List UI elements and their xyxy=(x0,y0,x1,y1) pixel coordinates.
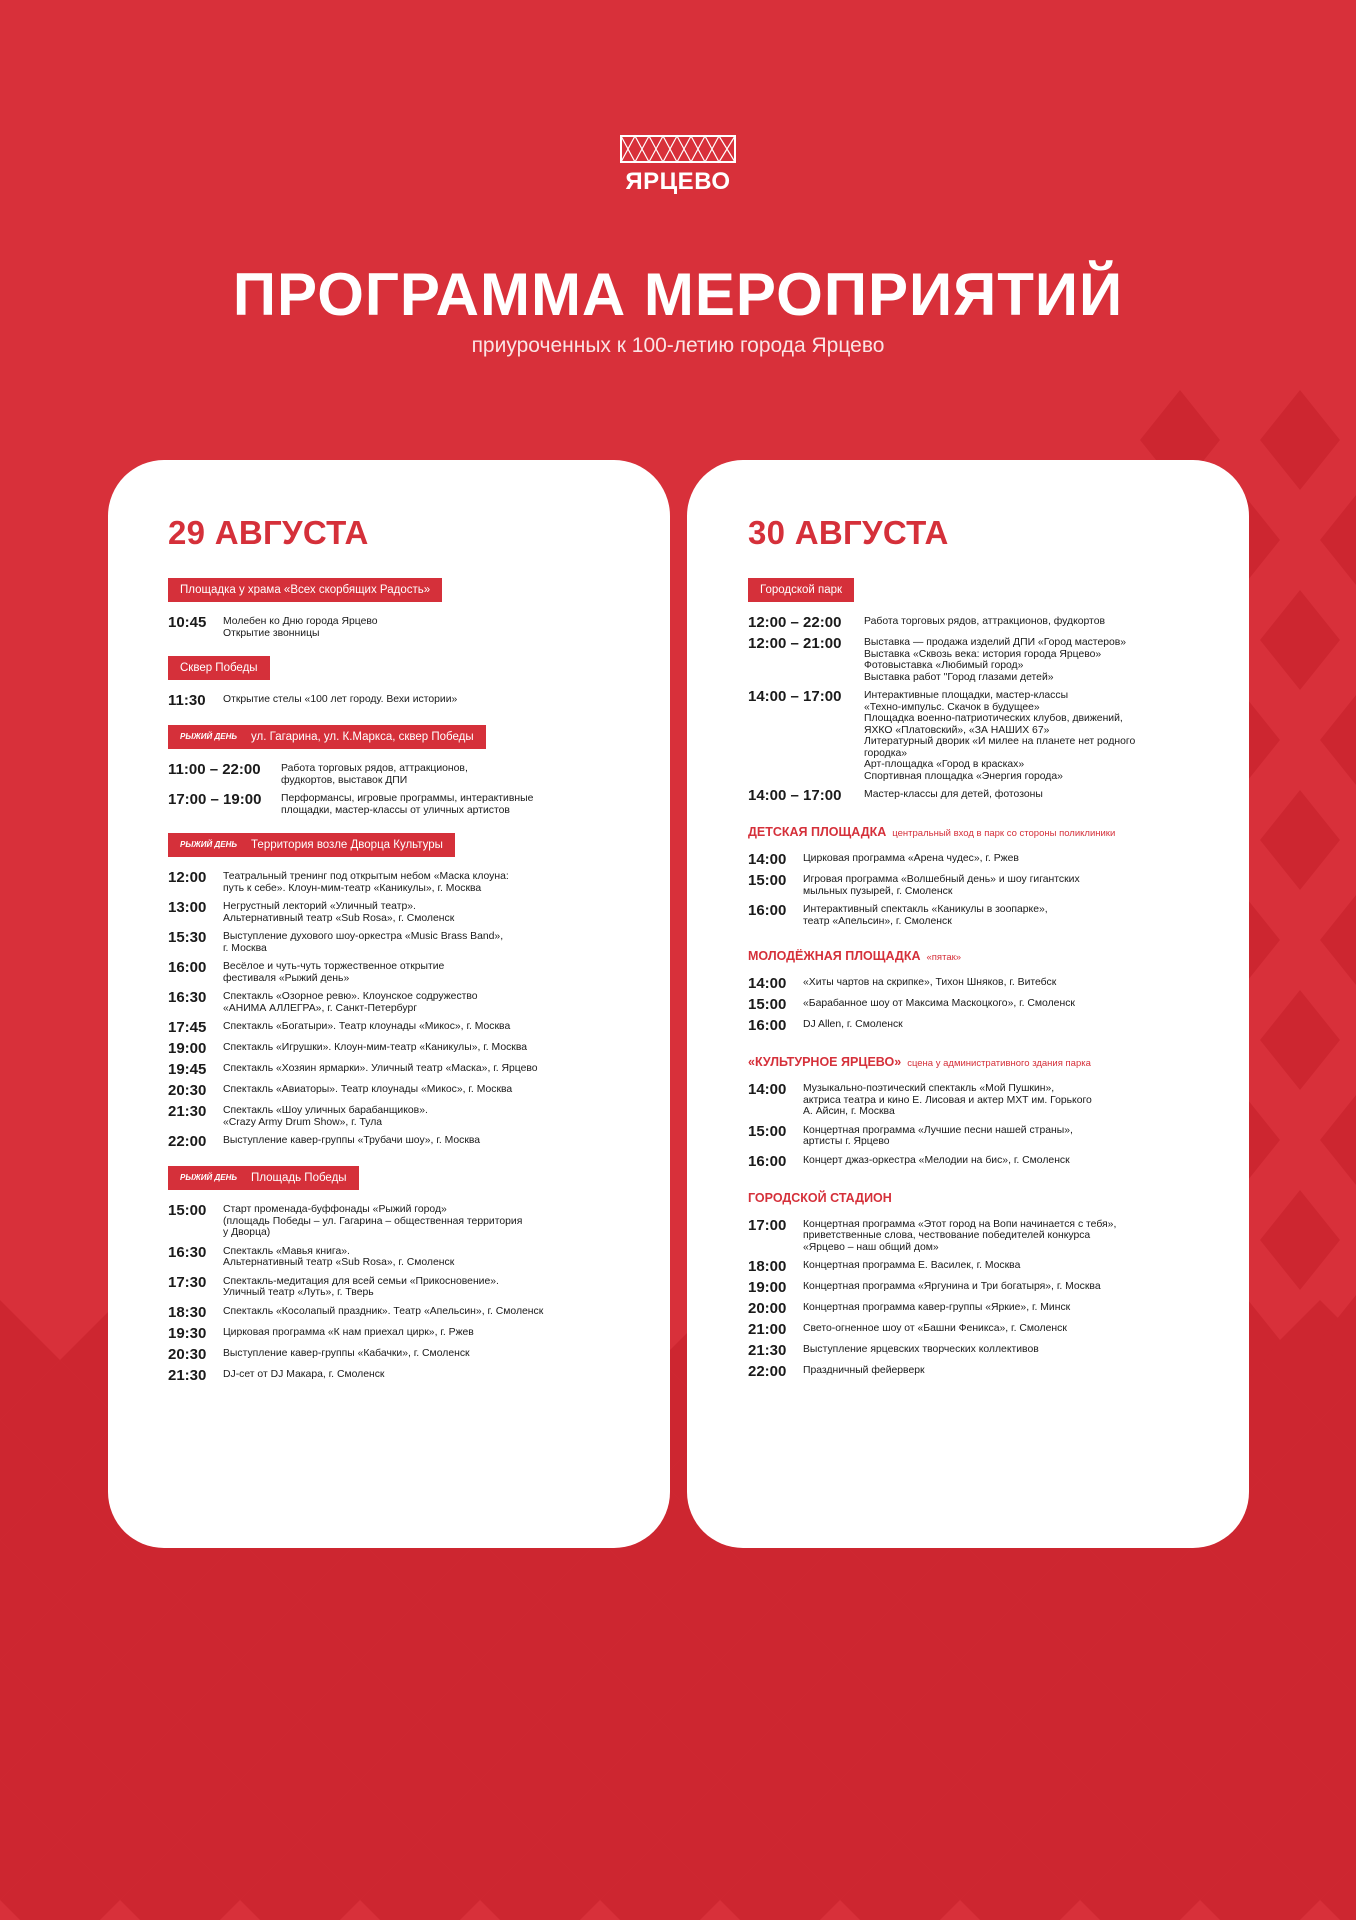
event-time: 17:30 xyxy=(168,1273,207,1291)
event-row xyxy=(748,1122,1249,1148)
section-heading-note: сцена у административного здания парка xyxy=(907,1058,1091,1069)
event-time: 22:00 xyxy=(748,1363,787,1380)
pattern-diamond xyxy=(1260,590,1340,690)
event-description: Спектакль «Шоу уличных барабанщиков». «Crazy Army Drum Show», г. Тула xyxy=(223,1105,428,1128)
section-heading xyxy=(748,1191,1249,1205)
venue-tag-label: Городской парк xyxy=(760,584,843,596)
event-time: 20:30 xyxy=(168,1345,207,1363)
event-description: Спектакль «Игрушки». Клоун-мим-театр «Каникулы», г. Москва xyxy=(223,1042,528,1053)
event-row xyxy=(168,931,670,954)
event-row xyxy=(168,1204,670,1239)
event-time: 13:00 xyxy=(168,899,207,916)
event-time: 19:00 xyxy=(748,1279,787,1296)
event-description: Негрустный лекторий «Уличный театр». Альтернативный театр «Sub Rosa», г. Смоленск xyxy=(223,901,455,924)
event-time: 16:30 xyxy=(168,989,207,1006)
event-description: DJ-сет от DJ Макара, г. Смоленск xyxy=(223,1368,385,1380)
event-time: 22:00 xyxy=(168,1133,207,1150)
event-time: 12:00 xyxy=(168,869,207,886)
event-time: 16:00 xyxy=(748,1152,787,1170)
event-description: DJ Allen, г. Смоленск xyxy=(803,1019,903,1030)
venue-tag xyxy=(168,578,442,602)
pattern-diamond xyxy=(1260,1190,1340,1290)
event-time: 14:00 xyxy=(748,1081,787,1098)
venue-tag-label: Площадка у храма «Всех скорбящих Радость» xyxy=(180,584,431,596)
event-row xyxy=(748,1344,1249,1358)
event-description: «Барабанное шоу от Максима Маскоцкого», г. Смоленск xyxy=(803,998,1075,1009)
event-row xyxy=(748,904,1249,927)
event-row xyxy=(168,694,670,708)
event-description: Свето-огненное шоу от «Башни Феникса», г. Смоленск xyxy=(803,1323,1067,1334)
event-time: 10:45 xyxy=(168,614,207,631)
event-time: 15:00 xyxy=(748,996,787,1013)
event-row xyxy=(748,853,1249,867)
event-time: 16:30 xyxy=(168,1243,207,1261)
event-description: Интерактивные площадки, мастер-классы «Техно-импульс. Скачок в будущее» Площадка военно-патриотических клубов, движений, ЯХКО «Платовский», «ЗА НАШИХ 67» Литературный дворик «И милее на планете нет родного городка» Арт-площадка «Город в красках» Спортивная площадка «Энергия города» xyxy=(864,690,1136,782)
event-row xyxy=(748,998,1249,1012)
venue-tag xyxy=(168,1166,359,1190)
event-description: Перформансы, игровые программы, интерактивные площадки, мастер-классы от уличных артистов xyxy=(281,793,534,816)
event-description: Спектакль «Хозяин ярмарки». Уличный театр «Маска», г. Ярцево xyxy=(223,1063,538,1074)
event-time: 12:00 – 22:00 xyxy=(748,614,842,631)
pattern-diamond xyxy=(1320,490,1356,590)
event-time: 11:30 xyxy=(168,692,206,709)
event-description: Старт променада-буффонады «Рыжий город» (площадь Победы – ул. Гагарина – общественная территория у Дворца) xyxy=(223,1204,523,1238)
event-description: Концертная программа кавер-группы «Яркие», г. Минск xyxy=(803,1302,1071,1313)
section-heading-label: ДЕТСКАЯ ПЛОЩАДКА xyxy=(748,825,887,839)
event-row xyxy=(748,1083,1249,1118)
event-row xyxy=(168,991,670,1014)
page-subtitle: приуроченных к 100-летию города Ярцево xyxy=(471,334,885,357)
event-row xyxy=(748,1152,1249,1170)
day-heading: 29 АВГУСТА xyxy=(168,514,369,551)
event-time: 17:00 xyxy=(748,1216,787,1234)
section-heading-label: МОЛОДЁЖНАЯ ПЛОЩАДКА xyxy=(748,949,921,963)
event-description: Выступление духового шоу-оркестра «Music Brass Band», г. Москва xyxy=(223,931,504,954)
event-row xyxy=(748,637,1249,683)
event-time: 17:00 – 19:00 xyxy=(168,791,262,808)
event-row xyxy=(168,1135,670,1149)
event-description: Цирковая программа «К нам приехал цирк», г. Ржев xyxy=(223,1326,474,1338)
event-time: 12:00 – 21:00 xyxy=(748,635,842,652)
section-heading xyxy=(748,825,1249,839)
section-heading-label: «КУЛЬТУРНОЕ ЯРЦЕВО» xyxy=(748,1055,902,1069)
event-time: 18:00 xyxy=(748,1258,787,1275)
day1-sections xyxy=(168,568,670,1383)
event-description: Спектакль «Богатыри». Театр клоунады «Микос», г. Москва xyxy=(223,1021,511,1032)
event-description: Спектакль-медитация для всей семьи «Прикосновение». Уличный театр «Луть», г. Тверь xyxy=(223,1275,499,1298)
event-time: 11:00 – 22:00 xyxy=(168,761,261,778)
event-time: 19:30 xyxy=(168,1324,207,1342)
event-description: «Хиты чартов на скрипке», Тихон Шняков, г. Витебск xyxy=(803,977,1057,988)
pattern-diamond xyxy=(1320,690,1356,790)
event-row xyxy=(168,1273,670,1299)
section-heading xyxy=(748,1055,1249,1069)
event-description: Открытие стелы «100 лет городу. Вехи истории» xyxy=(223,694,458,705)
event-time: 15:30 xyxy=(168,929,207,946)
event-description: Спектакль «Озорное ревю». Клоунское содружество «АНИМА АЛЛЕГРА», г. Санкт-Петербург xyxy=(223,991,478,1014)
event-row xyxy=(168,1084,670,1098)
ryzhiy-den-icon: РЫЖИЙ ДЕНЬ xyxy=(180,1173,238,1182)
event-time: 18:30 xyxy=(168,1303,207,1321)
event-row xyxy=(748,1019,1249,1033)
event-time: 15:00 xyxy=(168,1202,207,1219)
event-row xyxy=(168,1243,670,1269)
event-time: 21:30 xyxy=(168,1103,207,1120)
event-description: Концертная программа Е. Василек, г. Москва xyxy=(803,1260,1021,1271)
event-time: 14:00 xyxy=(748,851,787,868)
event-description: Концертная программа «Этот город на Вопи начинается с тебя», приветственные слова, чествование победителей конкурса «Ярцево – наш общий дом» xyxy=(803,1218,1117,1253)
event-row xyxy=(748,1365,1249,1379)
venue-tag xyxy=(748,578,854,602)
event-description: Выступление ярцевских творческих коллективов xyxy=(803,1344,1039,1355)
event-time: 17:45 xyxy=(168,1019,207,1036)
event-description: Выступление кавер-группы «Кабачки», г. Смоленск xyxy=(223,1347,470,1359)
event-row xyxy=(748,616,1249,630)
event-row xyxy=(168,1042,670,1056)
pattern-diamond xyxy=(1260,790,1340,890)
logo xyxy=(616,134,740,196)
event-description: Выставка — продажа изделий ДПИ «Город мастеров» Выставка «Сквозь века: история города Ярцево» Фотовыставка «Любимый город» Выставка работ "Город глазами детей» xyxy=(864,637,1127,683)
park-events xyxy=(748,616,1249,803)
event-row xyxy=(168,1303,670,1321)
event-time: 19:45 xyxy=(168,1061,207,1078)
event-row xyxy=(168,1021,670,1035)
event-row xyxy=(168,616,670,639)
event-description: Концертная программа «Лучшие песни нашей страны», артисты г. Ярцево xyxy=(803,1124,1073,1147)
ryzhiy-den-icon: РЫЖИЙ ДЕНЬ xyxy=(180,840,238,849)
event-description: Работа торговых рядов, аттракционов, фудкортов xyxy=(864,616,1106,627)
ryzhiy-den-icon: РЫЖИЙ ДЕНЬ xyxy=(180,732,238,741)
event-time: 19:00 xyxy=(168,1040,207,1057)
event-row xyxy=(168,1105,670,1128)
event-time: 14:00 – 17:00 xyxy=(748,688,842,705)
event-description: Весёлое и чуть-чуть торжественное открытие фестиваля «Рыжий день» xyxy=(223,961,445,984)
pattern-diamond xyxy=(1260,990,1340,1090)
event-row xyxy=(748,874,1249,897)
pattern-diamond xyxy=(1260,390,1340,490)
event-time: 14:00 – 17:00 xyxy=(748,787,842,804)
event-time: 16:00 xyxy=(168,959,207,976)
event-time: 16:00 xyxy=(748,1017,787,1034)
event-time: 20:30 xyxy=(168,1082,207,1099)
section-heading-note: центральный вход в парк со стороны поликлиники xyxy=(892,828,1116,839)
event-description: Музыкально-поэтический спектакль «Мой Пушкин», актриса театра и кино Е. Лисовая и актер МХТ им. Горького А. Айсин, г. Москва xyxy=(803,1083,1092,1117)
event-row xyxy=(168,1366,670,1384)
event-description: Игровая программа «Волшебный день» и шоу гигантских мыльных пузырей, г. Смоленск xyxy=(803,874,1080,897)
event-time: 14:00 xyxy=(748,975,787,992)
event-row xyxy=(168,1324,670,1342)
event-description: Театральный тренинг под открытым небом «Маска клоуна: путь к себе». Клоун-мим-театр «Каникулы», г. Москва xyxy=(223,871,509,894)
event-description: Концертная программа «Яргунина и Три богатыря», г. Москва xyxy=(803,1281,1101,1292)
event-row xyxy=(748,690,1249,782)
event-description: Мастер-классы для детей, фотозоны xyxy=(864,789,1043,800)
event-row xyxy=(168,901,670,924)
event-description: Работа торговых рядов, аттракционов, фудкортов, выставок ДПИ xyxy=(281,763,468,786)
venue-tag xyxy=(168,833,455,857)
event-row xyxy=(748,977,1249,991)
event-time: 20:00 xyxy=(748,1300,787,1317)
event-description: Интерактивный спектакль «Каникулы в зоопарке», театр «Апельсин», г. Смоленск xyxy=(803,904,1048,927)
pattern-diamond xyxy=(1320,1090,1356,1190)
event-row xyxy=(168,1063,670,1077)
event-description: Праздничный фейерверк xyxy=(803,1365,925,1376)
day-heading: 30 АВГУСТА xyxy=(748,514,949,551)
venue-tag-label: Площадь Победы xyxy=(251,1172,347,1184)
venue-tag-label: Территория возле Дворца Культуры xyxy=(251,839,443,851)
event-row xyxy=(748,1281,1249,1295)
event-row xyxy=(168,871,670,894)
event-row xyxy=(168,961,670,984)
venue-tag xyxy=(168,725,486,749)
event-description: Спектакль «Косолапый праздник». Театр «Апельсин», г. Смоленск xyxy=(223,1305,544,1317)
event-row xyxy=(748,1302,1249,1316)
event-time: 15:00 xyxy=(748,872,787,889)
event-row xyxy=(748,1216,1249,1254)
logo-text: ЯРЦЕВО xyxy=(625,168,731,195)
venue-tag xyxy=(168,656,270,680)
event-row xyxy=(748,789,1249,803)
event-time: 15:00 xyxy=(748,1122,787,1140)
schedule-card-day2 xyxy=(687,460,1249,1548)
event-description: Молебен ко Дню города Ярцево Открытие звонницы xyxy=(223,616,378,639)
venue-tag-label: ул. Гагарина, ул. К.Маркса, сквер Победы xyxy=(251,731,474,743)
event-time: 21:30 xyxy=(168,1366,207,1384)
schedule-card-day1 xyxy=(108,460,670,1548)
event-description: Спектакль «Мавья книга». Альтернативный театр «Sub Rosa», г. Смоленск xyxy=(223,1245,455,1268)
event-row xyxy=(748,1323,1249,1337)
pattern-diamond xyxy=(1320,890,1356,990)
event-time: 21:00 xyxy=(748,1321,787,1338)
event-row xyxy=(168,1345,670,1363)
event-time: 21:30 xyxy=(748,1342,787,1359)
event-row xyxy=(748,1260,1249,1274)
event-time: 16:00 xyxy=(748,902,787,919)
venue-tag-label: Сквер Победы xyxy=(180,662,258,674)
event-row xyxy=(168,793,670,816)
day2-sections xyxy=(748,825,1249,1379)
section-heading-note: «пятак» xyxy=(926,952,962,963)
section-heading-label: ГОРОДСКОЙ СТАДИОН xyxy=(748,1190,892,1205)
event-description: Выступление кавер-группы «Трубачи шоу», г. Москва xyxy=(223,1135,481,1146)
event-description: Спектакль «Авиаторы». Театр клоунады «Микос», г. Москва xyxy=(223,1084,513,1095)
event-description: Цирковая программа «Арена чудес», г. Ржев xyxy=(803,853,1019,864)
event-row xyxy=(168,763,670,786)
event-description: Концерт джаз-оркестра «Мелодии на бис», г. Смоленск xyxy=(803,1154,1070,1166)
page-title: ПРОГРАММА МЕРОПРИЯТИЙ xyxy=(232,261,1124,328)
section-heading xyxy=(748,949,1249,963)
bridge-truss-icon xyxy=(619,134,737,164)
